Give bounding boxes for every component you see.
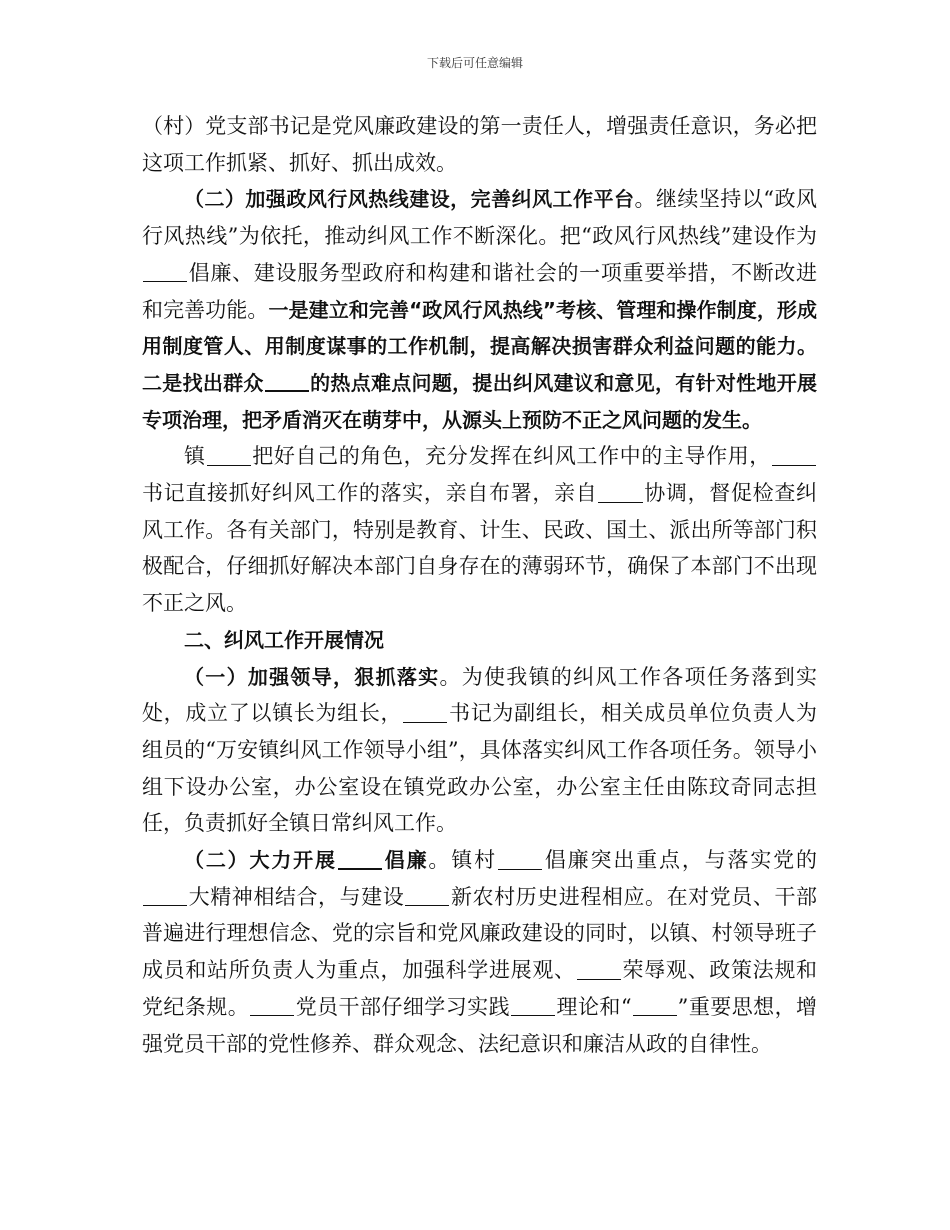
subheading-hotline: （二）加强政风行风热线建设，完善纠风工作平台: [184, 187, 635, 212]
paragraph-5-text-c: 大精神相结合，与建设: [188, 884, 405, 909]
paragraph-2-text-b: 倡廉、建设服务型政府和构建和谐社会的一项重要举措，不断改进和完善功能。: [142, 260, 817, 322]
paragraph-5-text-e: 荣辱观、政策法规和党纪条规。: [142, 958, 818, 1019]
paragraph-5-text-a: 。镇村: [428, 848, 497, 873]
paragraph-5: [142, 842, 817, 1062]
blank-line: [498, 848, 542, 870]
section-2-title-text: 二、纠风工作开展情况: [184, 627, 384, 652]
paragraph-5-text-h: ”重要思想，增强党员干部的党性修养、群众观念、法纪意识和廉洁从政的自律性。: [142, 994, 817, 1056]
blank-line: [143, 884, 187, 906]
paragraph-2: [142, 181, 817, 438]
subheading-leadership: （一）加强领导，狠抓落实: [184, 664, 440, 689]
paragraph-1-text: （村）党支部书记是党风廉政建设的第一责任人，增强责任意识，务必把这项工作抓紧、抓好、抓出成效。: [142, 114, 817, 175]
paragraph-3-text-c: 书记直接抓好纠风工作的落实，亲自布署，亲自: [142, 481, 598, 506]
paragraph-4-text-a: 。为使我镇的纠风工作各项任务落到实处，成立了以镇长为组长，: [142, 664, 818, 726]
paragraph-5-text-g: 理论和“: [556, 994, 632, 1019]
blank-line: [143, 260, 187, 282]
blank-line: [598, 481, 642, 503]
paragraph-4: [142, 659, 817, 843]
paragraph-2-bold-c: 一是建立和完善“政风行风热线”考核、管理和操作制度，形成用制度管人、用制度谋事的工作机制，提高解决损害群众利益问题的能力。二是找出群众: [142, 297, 818, 395]
subheading-integrity-a: （二）大力开展: [184, 848, 337, 873]
blank-line: [633, 994, 677, 1016]
paragraph-5-text-f: 党员干部仔细学习实践: [295, 994, 511, 1019]
paragraph-3: [142, 438, 817, 622]
page-header-note: 下载后可任意编辑: [426, 56, 523, 70]
paragraph-2-text-a: 。继续坚持以“政风行风热线”为依托，推动纠风工作不断深化。把“政风行风热线”建设作为: [142, 187, 817, 249]
blank-line: [511, 994, 555, 1016]
paragraph-3-text-d: 协调，督促检查纠风工作。各有关部门，特别是教育、计生、民政、国土、派出所等部门积极配合，仔细抓好解决本部门自身存在的薄弱环节，确保了本部门不出现不正之风。: [142, 481, 818, 616]
blank-line: [207, 444, 251, 466]
blank-line: [250, 994, 294, 1016]
paragraph-5-text-d: 新农村历史进程相应。在对党员、干部普遍进行理想信念、党的宗旨和党风廉政建设的同时，以镇、村领导班子成员和站所负责人为重点，加强科学进展观、: [142, 884, 818, 983]
blank-line: [265, 369, 309, 392]
subheading-integrity-b: 倡廉: [382, 848, 429, 873]
blank-line: [338, 847, 382, 870]
paragraph-5-text-b: 倡廉突出重点，与落实党的: [543, 848, 818, 873]
blank-line: [403, 701, 447, 723]
blank-line: [577, 958, 621, 980]
document-body: [142, 108, 817, 1062]
paragraph-3-text-b: 把好自己的角色，充分发挥在纠风工作中的主导作用，: [251, 444, 771, 469]
section-2-title: [142, 622, 817, 659]
paragraph-4-text-b: 书记为副组长，相关成员单位负责人为组员的“万安镇纠风工作领导小组”，具体落实纠风工作各项任务。领导小组下设办公室，办公室设在镇党政办公室，办公室主任由陈玟奇同志担任，负责抓好全镇日常纠风工作。: [142, 701, 818, 836]
paragraph-2-bold-d: 的热点难点问题，提出纠风建议和意见，有针对性地开展专项治理，把矛盾消灭在萌芽中，从源头上预防不正之风问题的发生。: [142, 370, 818, 432]
paragraph-3-text-a: 镇: [184, 444, 206, 469]
blank-line: [405, 884, 449, 906]
blank-line: [772, 444, 816, 466]
paragraph-1: [142, 108, 817, 181]
